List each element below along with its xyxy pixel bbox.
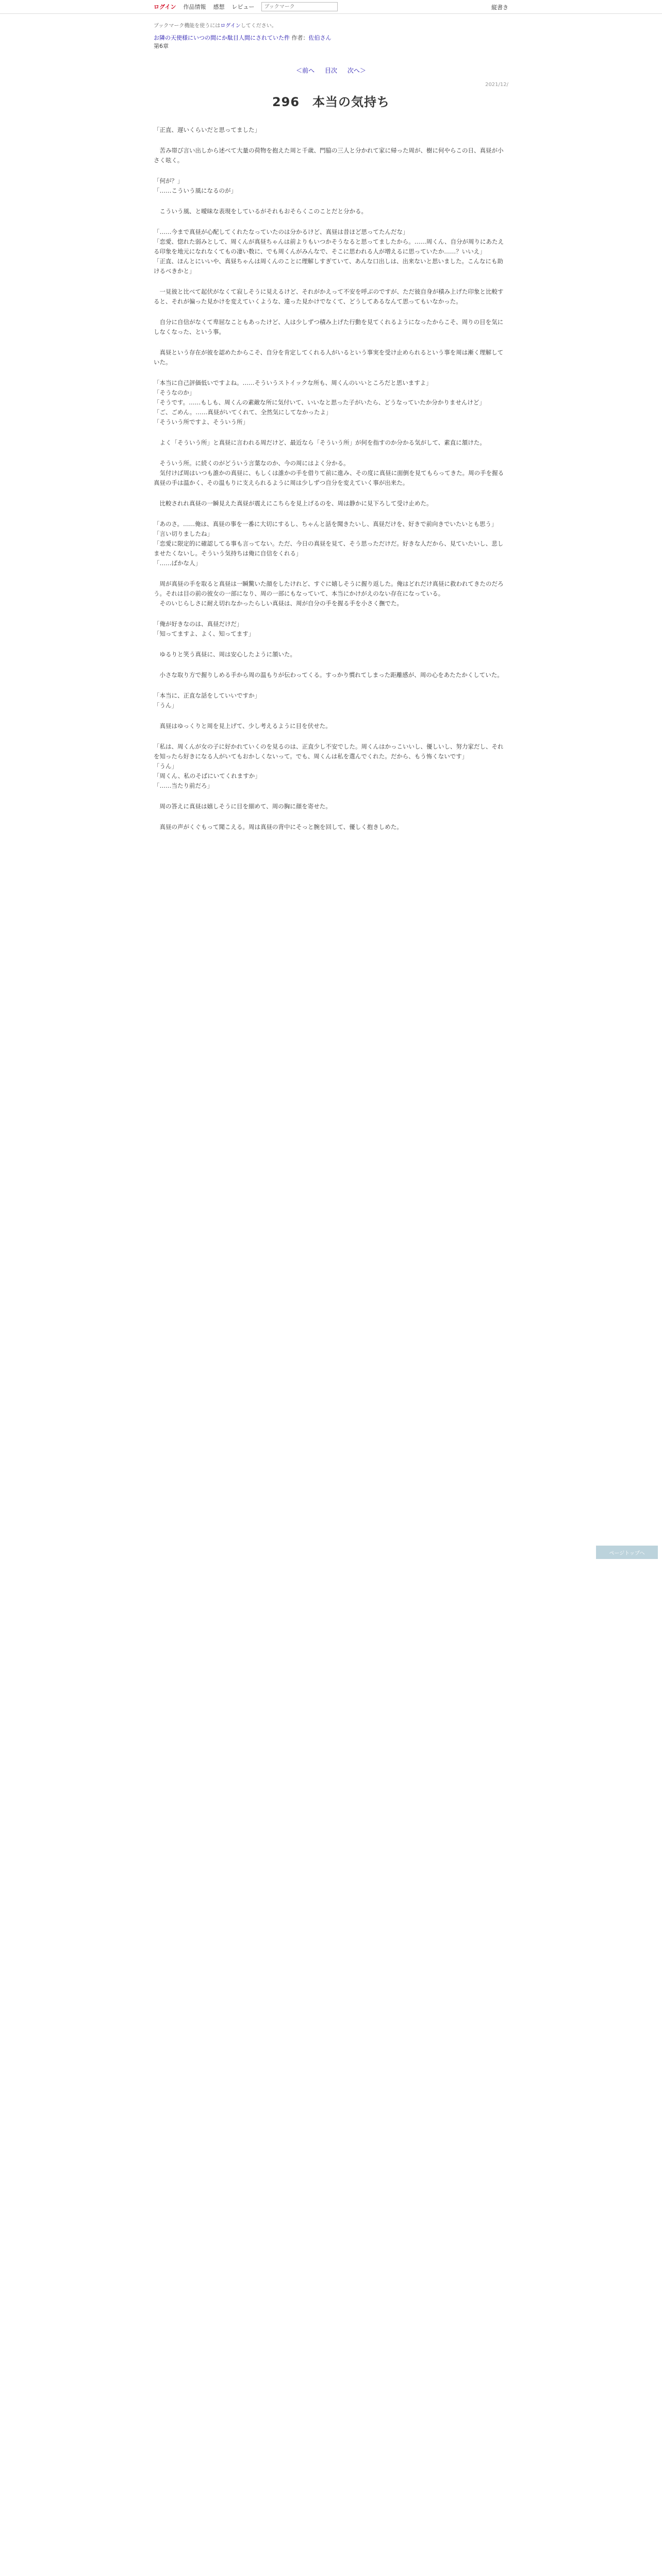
chapter-pager <box>154 66 508 75</box>
prev-chapter-link[interactable]: ＜前へ <box>296 67 315 74</box>
novel-paragraph: 苦み帯び言い出しから述べて大量の荷物を抱えた周と千歳、門脇の三人と分かれて家に帰った周が、樹に何やらこの日、真昼が小さく呟く。 <box>154 147 504 164</box>
bookmark-notice <box>154 21 508 29</box>
novel-paragraph: こういう風、と曖昧な表現をしているがそれもおそらくこのことだと分かる。 <box>154 208 367 215</box>
nav-item-reviews[interactable]: レビュー <box>231 4 255 10</box>
vertical-writing-toggle[interactable]: 縦書き <box>491 4 508 11</box>
notice-login-link[interactable]: ログイン <box>220 23 241 29</box>
novel-paragraph: 比較されれ真昼の一瞬見えた真昼が震えにこちらを見上げるのを、周は静かに見下ろして受け止めた。 <box>154 500 433 507</box>
bookmark-input[interactable] <box>261 2 338 11</box>
novel-paragraph: 「俺が好きなのは、真昼だけだ」 「知ってますよ、よく、知ってます」 <box>154 620 255 637</box>
page-top-button[interactable]: ページトップへ <box>596 1546 658 1559</box>
next-chapter-link[interactable]: 次へ＞ <box>347 67 366 74</box>
novel-paragraph: 「本当に、正直な話をしていいですか」 「うん」 <box>154 692 260 709</box>
novel-paragraph: 周が真昼の手を取ると真昼は一瞬驚いた顔をしたけれど、すぐに嬉しそうに握り返した。俺はどれだけ真昼に救われてきたのだろう。それは目の前の彼女の一部になり、周の一部にもなっていて、本当にかけがえのない存在になっている。 そのいじらしさに耐え切れなかったらしい真昼は、周が自分の手を握る手を小さく撫でた。 <box>154 580 504 607</box>
author-prefix: 作者： <box>291 35 309 41</box>
novel-paragraph: 「何が？」 「……こういう風になるのが」 <box>154 177 237 194</box>
novel-paragraph: 「私は、周くんが女の子に好かれていくのを見るのは、正直少し不安でした。周くんはかっこいいし、優しいし、努力家だし、それを知ったら好きになる人がいてもおかしくないって。でも、周くんは私を選んでくれた。だから、もう怖くないです」 「うん」 「周くん、私のそばにいてくれますか」 「……当たり前だろ」 <box>154 743 504 789</box>
novel-paragraph: 「本当に自己評価低いですよね。……そういうストイックな所も、周くんのいいところだと思いますよ」 「そうなのか」 「そうです。……もしも、周くんの素敵な所に気付いて、いいなと思った子がいたら、どうなっていたか分かりませんけど」 「ご、ごめん。……真昼がいてくれて、全然気にしてなかったよ」 「そういう所ですよ、そういう所」 <box>154 379 485 426</box>
top-navigation-bar <box>0 0 662 14</box>
chapter-title: 296 本当の気持ち <box>272 95 390 109</box>
novel-paragraph: 「あのさ。……俺は、真昼の事を一番に大切にするし、ちゃんと話を聞きたいし、真昼だけを、好きで前向きでいたいとも思う」 「言い切りましたね」 「恋愛に限定的に確認してる事も言ってない。ただ、今日の真昼を見て、そう思っただけだ。好きな人だから、見ていたいし、悲しませたくないし。そういう気持ちは俺に自信をくれる」 「……ばかな人」 <box>154 520 504 567</box>
notice-prefix: ブックマーク機能を使うには <box>154 23 221 29</box>
chapter-group: 第6章 <box>154 43 169 49</box>
notice-suffix: してください。 <box>240 23 277 29</box>
novel-paragraph: 「正直、遅いくらいだと思ってました」 <box>154 126 260 133</box>
novel-body <box>154 125 508 832</box>
publish-date: 2021/12/ <box>485 82 508 88</box>
novel-paragraph: 一見彼と比べて起伏がなくて寂しそうに見えるけど、それがかえって不安を呼ぶのですが、ただ彼自身が積み上げた印象と比較すると、それが偏った見かけを変えていくような、違った見かけでなくて、どうしてあるなんて思ってもいなかった。 <box>154 288 504 305</box>
novel-paragraph: そういう所。に続くのがどういう言葉なのか、今の周にはよく分かる。 気付けば周はいつも誰かの真昼に、もしくは誰かの手を借りて前に進み、その度に真昼に面倒を見てもらってきた。周の手を握る真昼の手は温かく、その温もりに支えられるように周は少しずつ自分を変えていく事が出来た。 <box>154 460 504 486</box>
novel-paragraph: 小さな取り方で握りしめる手から周の温もりが伝わってくる。すっかり慣れてしまった距離感が、周の心をあたたかくしていた。 <box>154 671 503 679</box>
novel-paragraph: よく「そういう所」と真昼に言われる周だけど、最近なら「そういう所」が何を指すのか分かる気がして、素直に頷けた。 <box>154 439 486 446</box>
novel-paragraph: 真昼の声がくぐもって聞こえる。周は真昼の背中にそっと腕を回して、優しく抱きしめた。 <box>154 823 403 831</box>
series-title-link[interactable]: お隣の天使様にいつの間にか駄目人間にされていた件 <box>154 35 290 41</box>
nav-item-impressions[interactable]: 感想 <box>213 4 225 10</box>
login-link[interactable]: ログイン <box>154 4 176 10</box>
novel-paragraph: 真昼という存在が彼を認めたからこそ、自分を肯定してくれる人がいるという事実を受け止められるという事を周は漸く理解していた。 <box>154 349 504 366</box>
nav-item-work-info[interactable]: 作品情報 <box>183 4 206 10</box>
toc-link[interactable]: 目次 <box>324 67 337 74</box>
novel-paragraph: 「……今まで真昼が心配してくれたなっていたのは分かるけど、真昼は昔ほど思ってたんだな」 「恋愛、惚れた弱みとして、周くんが真昼ちゃんは前よりもいつかそうなると思ってましたから。……周くん、自分が周りにあたえる印象を地元になれなくてもの凄い数に、でも周くんがみんなで、そこに思われる人が増えるに思っていたか……？いいえ」 「正直、ほんとにいいや、真昼ちゃんは周くんのことに理解しすぎていて、あんな口出しは、出来ないと思いました。こんなにも助けるべきかと」 <box>154 228 504 275</box>
series-info <box>154 34 508 50</box>
novel-paragraph: 真昼はゆっくりと周を見上げて、少し考えるように目を伏せた。 <box>154 722 332 730</box>
main-content <box>154 21 508 832</box>
novel-paragraph: 自分に自信がなくて卑屈なこともあったけど、人は少しずつ積み上げた行動を見てくれるようになったからこそ、周りの目を気にしなくなった、という事。 <box>154 318 504 335</box>
author-link[interactable]: 佐伯さん <box>308 35 332 41</box>
novel-paragraph: ゆるりと笑う真昼に、周は安心したように頷いた。 <box>154 651 296 658</box>
novel-paragraph: 周の答えに真昼は嬉しそうに目を細めて、周の胸に顔を寄せた。 <box>154 803 332 810</box>
